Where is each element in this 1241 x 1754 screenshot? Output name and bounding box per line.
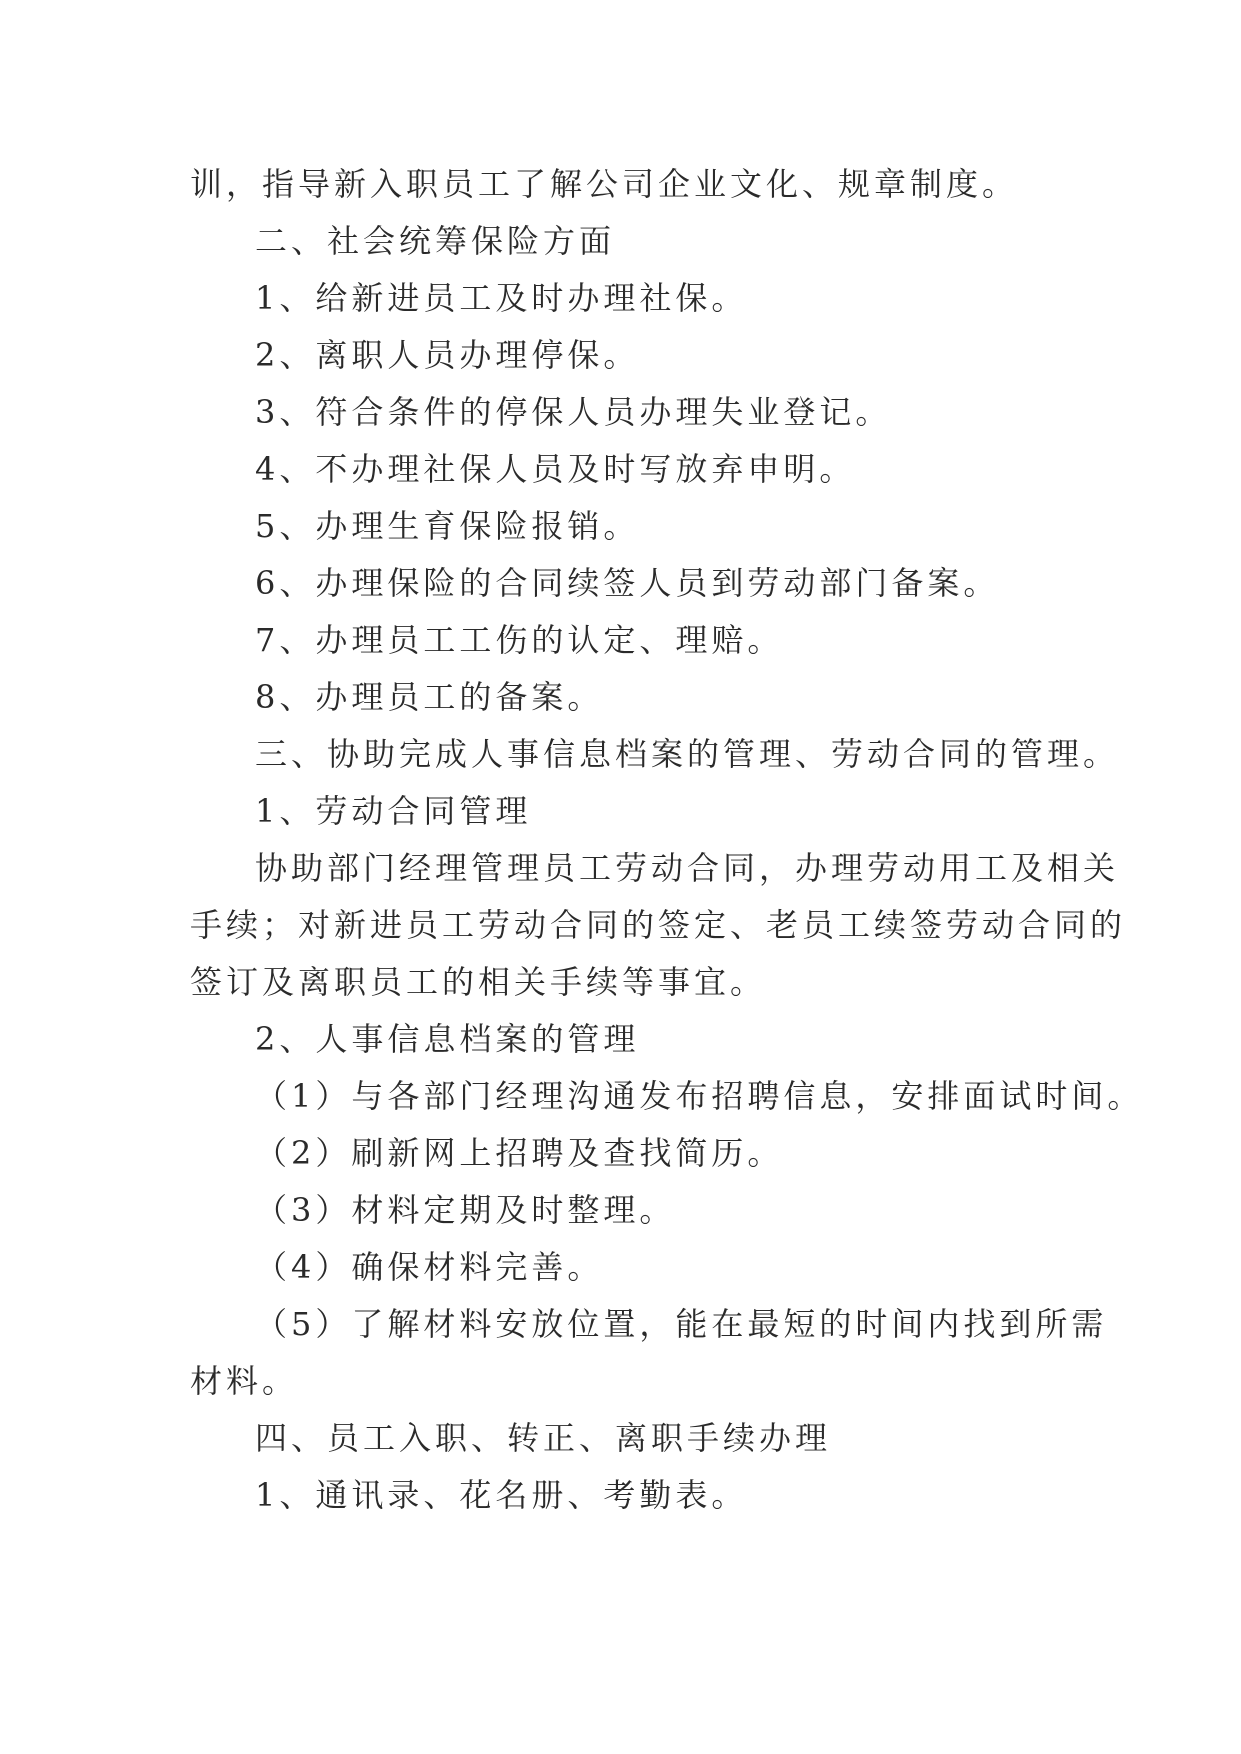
list-item: 1、给新进员工及时办理社保。 [255,279,748,317]
text-line: 训，指导新入职员工了解公司企业文化、规章制度。 [190,165,1019,203]
list-item: 2、离职人员办理停保。 [255,336,640,374]
subsection-heading: 1、劳动合同管理 [255,792,532,830]
list-item: 4、不办理社保人员及时写放弃申明。 [255,450,856,488]
list-item: 3、符合条件的停保人员办理失业登记。 [255,393,892,431]
list-item: 1、通讯录、花名册、考勤表。 [255,1476,748,1514]
text-line: 签订及离职员工的相关手续等事宜。 [190,963,767,1001]
text-line: 材料。 [190,1362,299,1400]
section-heading: 三、协助完成人事信息档案的管理、劳动合同的管理。 [255,735,1120,773]
list-item: （5）了解材料安放位置，能在最短的时间内找到所需 [255,1305,1108,1343]
list-item: （3）材料定期及时整理。 [255,1191,676,1229]
list-item: （1）与各部门经理沟通发布招聘信息，安排面试时间。 [255,1077,1144,1115]
section-heading: 四、员工入职、转正、离职手续办理 [255,1419,832,1457]
text-line: 手续；对新进员工劳动合同的签定、老员工续签劳动合同的 [190,906,1127,944]
list-item: 5、办理生育保险报销。 [255,507,640,545]
list-item: （2）刷新网上招聘及查找简历。 [255,1134,784,1172]
subsection-heading: 2、人事信息档案的管理 [255,1020,640,1058]
list-item: 6、办理保险的合同续签人员到劳动部门备案。 [255,564,1000,602]
list-item: 8、办理员工的备案。 [255,678,604,716]
section-heading: 二、社会统筹保险方面 [255,222,616,260]
list-item: 7、办理员工工伤的认定、理赔。 [255,621,784,659]
list-item: （4）确保材料完善。 [255,1248,604,1286]
text-line: 协助部门经理管理员工劳动合同，办理劳动用工及相关 [255,849,1120,887]
